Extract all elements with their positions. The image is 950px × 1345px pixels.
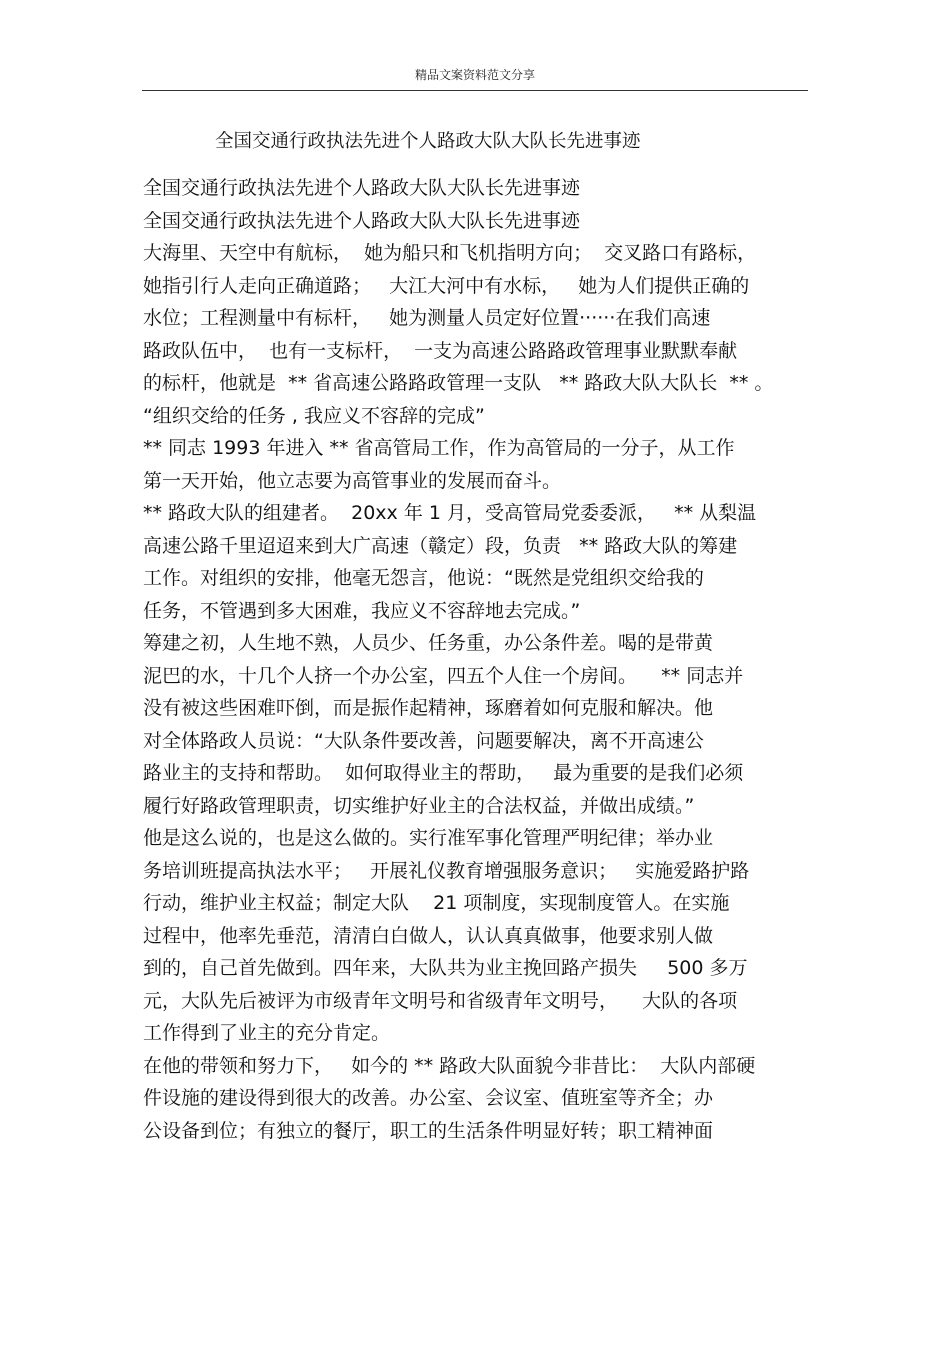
body-line: 在他的带领和努力下， 如今的 ** 路政大队面貌今非昔比： 大队内部硬 bbox=[143, 1054, 756, 1077]
body-line: 公设备到位；有独立的餐厅，职工的生活条件明显好转；职工精神面 bbox=[143, 1119, 714, 1142]
body-line: 行动，维护业主权益；制定大队 21 项制度，实现制度管人。在实施 bbox=[143, 892, 730, 914]
body-line: 全国交通行政执法先进个人路政大队大队长先进事迹 bbox=[143, 177, 581, 199]
document-title: 全国交通行政执法先进个人路政大队大队长先进事迹 bbox=[215, 131, 641, 152]
body-line: 泥巴的水，十几个人挤一个办公室，四五个人住一个房间。 ** 同志并 bbox=[143, 664, 744, 687]
body-line: 水位；工程测量中有标杆， 她为测量人员定好位置······在我们高速 bbox=[143, 307, 711, 329]
body-line: 没有被这些困难吓倒，而是振作起精神，琢磨着如何克服和解决。他 bbox=[143, 697, 714, 719]
body-line: 筹建之初，人生地不熟，人员少、任务重，办公条件差。喝的是带黄 bbox=[143, 632, 714, 654]
body-line: 的标杆，他就是 ** 省高速公路路政管理一支队 ** 路政大队大队长 ** 。 bbox=[143, 372, 774, 394]
body-line: 务培训班提高执法水平； 开展礼仪教育增强服务意识； 实施爱路护路 bbox=[143, 859, 750, 882]
body-line: 过程中，他率先垂范，清清白白做人，认认真真做事，他要求别人做 bbox=[143, 924, 714, 947]
body-line: 件设施的建设得到很大的改善。办公室、会议室、值班室等齐全；办 bbox=[143, 1087, 714, 1109]
page-header-text: 精品文案资料范文分享 bbox=[414, 68, 535, 82]
body-line: ** 路政大队的组建者。 20xx 年 1 月，受高管局党委委派， ** 从梨温 bbox=[143, 502, 757, 524]
body-line: 工作。对组织的安排，他毫无怨言，他说：“既然是党组织交给我的 bbox=[143, 567, 704, 589]
body-line: 任务，不管遇到多大困难，我应义不容辞地去完成。” bbox=[143, 599, 581, 622]
body-line: 对全体路政人员说：“大队条件要改善，问题要解决，离不开高速公 bbox=[143, 729, 704, 752]
body-line: 第一天开始，他立志要为高管事业的发展而奋斗。 bbox=[143, 469, 562, 492]
header-divider bbox=[142, 90, 808, 91]
body-line: 他是这么说的，也是这么做的。实行准军事化管理严明纪律；举办业 bbox=[143, 827, 714, 849]
body-line: 路业主的支持和帮助。 如何取得业主的帮助， 最为重要的是我们必须 bbox=[143, 762, 744, 784]
body-line: 全国交通行政执法先进个人路政大队大队长先进事迹 bbox=[143, 209, 581, 232]
body-line: 路政队伍中， 也有一支标杆， 一支为高速公路路政管理事业默默奉献 bbox=[143, 339, 738, 362]
body-line: 高速公路千里迢迢来到大广高速（赣定）段，负责 ** 路政大队的筹建 bbox=[143, 534, 738, 557]
body-line: 到的，自己首先做到。四年来，大队共为业主挽回路产损失 500 多万 bbox=[143, 957, 748, 979]
body-line: 元，大队先后被评为市级青年文明号和省级青年文明号， 大队的各项 bbox=[143, 989, 738, 1012]
document-body bbox=[143, 172, 813, 1147]
body-line: 履行好路政管理职责，切实维护好业主的合法权益，并做出成绩。” bbox=[143, 794, 695, 817]
body-line: ** 同志 1993 年进入 ** 省高管局工作，作为高管局的一分子，从工作 bbox=[143, 437, 735, 459]
body-line: “组织交给的任务 , 我应义不容辞的完成” bbox=[143, 404, 485, 427]
body-line: 工作得到了业主的充分肯定。 bbox=[143, 1022, 391, 1044]
body-line: 大海里、天空中有航标， 她为船只和飞机指明方向； 交叉路口有路标， bbox=[143, 242, 757, 264]
body-line: 她指引行人走向正确道路； 大江大河中有水标， 她为人们提供正确的 bbox=[143, 274, 750, 297]
